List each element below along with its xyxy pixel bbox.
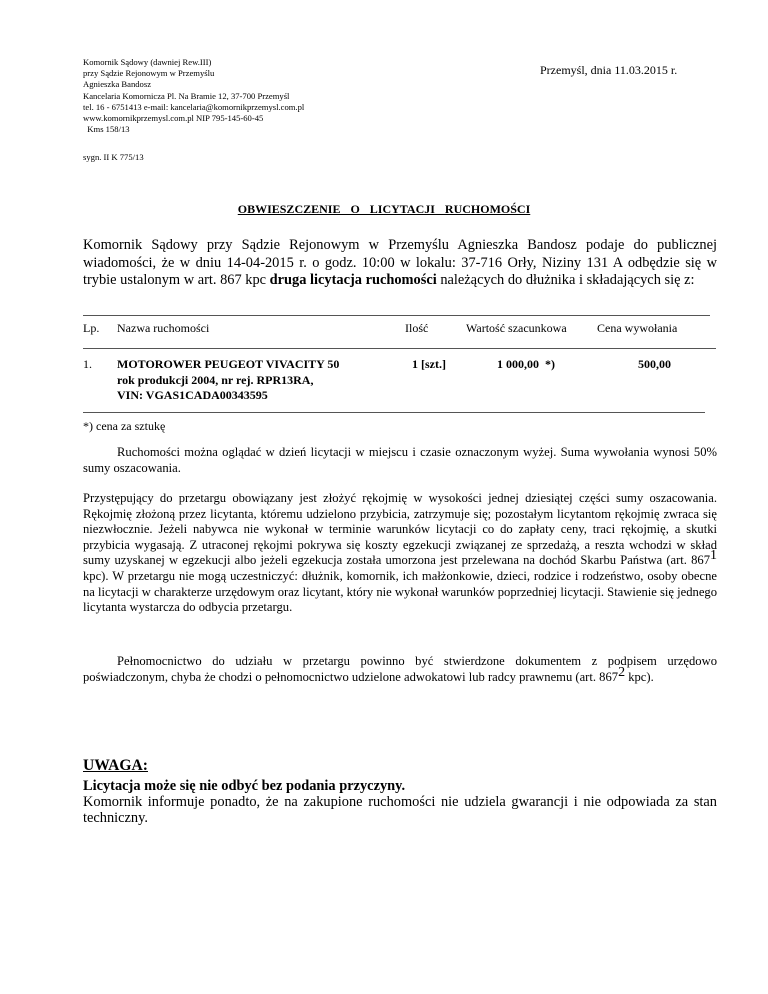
header-line: Kms 158/13 [83, 124, 130, 135]
paragraph-deposit [83, 491, 717, 616]
row-quantity: 1 [szt.] [412, 357, 446, 371]
row-name-line: rok produkcji 2004, nr rej. RPR13RA, [117, 372, 314, 387]
header-name: Nazwa ruchomości [117, 321, 210, 335]
notice-body [83, 778, 717, 826]
header-lp: Lp. [83, 321, 100, 335]
paragraph-power-of-attorney [83, 654, 717, 685]
row-lp: 1. [83, 357, 92, 371]
header-price: Cena wywołania [597, 321, 678, 335]
case-signature: sygn. II K 775/13 [83, 152, 144, 162]
header-line: www.komornikprzemysl.com.pl NIP 795-145-60-45 [83, 113, 264, 124]
notice-heading: UWAGA: [83, 757, 148, 774]
header-line: przy Sądzie Rejonowym w Przemyślu [83, 68, 215, 79]
deposit-text-end: kpc). W przetargu nie mogą uczestniczyć: dłużnik, komornik, ich małżonkowie, dzieci, rodzice i rodzeństwo, osoby obecne na licytacji w charakterze urzędowym oraz licytant, który nie wykonał warunków poprzedniej licytacji. Stawienie się jednego licytanta wystarcza do odbycia przetargu. [83, 568, 717, 615]
document-title: OBWIESZCZENIE O LICYTACJI RUCHOMOŚCI [237, 202, 531, 216]
article-superscript: 2 [618, 664, 626, 680]
document-date: Przemyśl, dnia 11.03.2015 r. [540, 63, 678, 77]
header-line: Agnieszka Bandosz [83, 79, 152, 90]
header-line: tel. 16 - 6751413 e-mail: kancelaria@komornikprzemysl.com.pl [83, 101, 305, 112]
header-value: Wartość szacunkowa [466, 321, 567, 335]
row-name-line: VIN: VGAS1CADA00343595 [117, 388, 268, 403]
header-line: Kancelaria Komornicza Pl. Na Bramie 12, 37-700 Przemyśl [83, 90, 290, 101]
header-line: Komornik Sądowy (dawniej Rew.III) [83, 57, 212, 67]
intro-text: Komornik Sądowy przy Sądzie Rejonowym w Przemyślu Agnieszka Bandosz podaje do publicznej wiadomości, że w dniu 14-04-2015 r. o godz. 10:00 w lokalu: 37-716 Orły, Niziny 131 A odbędzie się w trybie ustalonym w art. 867 kpc [83, 237, 717, 288]
intro-text-end: należących do dłużnika i składających się z: [436, 272, 695, 288]
table-header-rule [83, 348, 716, 349]
office-header [83, 57, 304, 135]
notice-bold-line: Licytacja może się nie odbyć bez podania przyczyny. [83, 778, 406, 794]
intro-bold: druga licytacja ruchomości [269, 272, 437, 288]
row-name [117, 357, 339, 404]
paragraph-viewing: Ruchomości można oglądać w dzień licytacji w miejscu i czasie oznaczonym wyżej. Suma wywołania wynosi 50% sumy oszacowania. [83, 445, 717, 475]
deposit-text: Przystępujący do przetargu obowiązany jest złożyć rękojmię w wysokości jednej dziesiątej części sumy oszacowania. Rękojmię złożoną przez licytanta, któremu udzielono przybicia, zatrzymuje się; pozostałym licytantom rękojmię zwraca się niezwłocznie. Jeżeli nabywca nie wykonał w terminie warunków licytacji co do zapłaty ceny, traci rękojmię, a skutki przybicia wygasają. Z utraconej rękojmi pokrywa się koszty egzekucji związanej ze sprzedażą, a reszta wchodzi w skład sumy uzyskanej w egzekucji albo jeżeli egzekucja została umorzona jest przelewana na dochód Skarbu Państwa (art. 867 [83, 491, 717, 568]
notice-text: Komornik informuje ponadto, że na zakupione ruchomości nie udziela gwarancji i nie odpowiada za stan techniczny. [83, 794, 717, 826]
row-name-line: MOTOROWER PEUGEOT VIVACITY 50 [117, 357, 340, 371]
header-quantity: Ilość [405, 321, 429, 335]
attorney-text-end: kpc). [625, 669, 654, 684]
article-superscript: 1 [710, 548, 717, 564]
intro-paragraph [83, 237, 717, 290]
table-bottom-rule [83, 412, 705, 413]
attorney-text: Pełnomocnictwo do udziału w przetargu powinno być stwierdzone dokumentem z podpisem urzędowo poświadczonym, chyba że chodzi o pełnomocnictwo udzielone adwokatowi lub radcy prawnemu (art. 867 [83, 654, 717, 684]
table-top-rule [83, 315, 710, 316]
table-footnote: *) cena za sztukę [83, 419, 166, 433]
row-price: 500,00 [638, 357, 671, 371]
row-value: 1 000,00 *) [497, 357, 555, 371]
